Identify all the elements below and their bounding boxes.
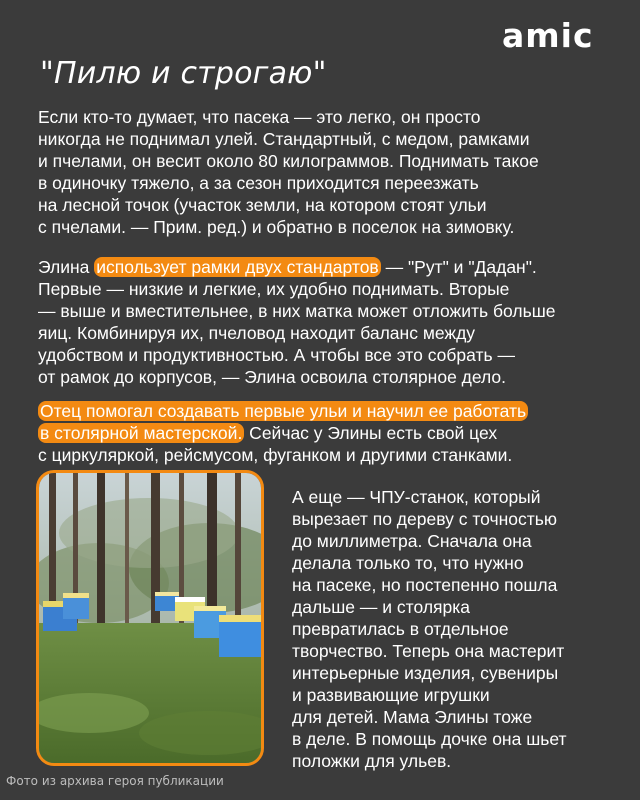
text-line: интерьерные изделия, сувениры xyxy=(292,663,559,683)
paragraph-4 xyxy=(292,486,612,772)
paragraph-1 xyxy=(38,106,618,238)
text-line: с пчелами. — Прим. ред.) и обратно в поселок на зимовку. xyxy=(38,217,515,237)
text-run: Сейчас у Элины есть свой цех xyxy=(244,423,498,443)
text-line: и пчелами, он весит около 80 килограммов. Поднимать такое xyxy=(38,151,539,171)
text-line: вырезает по дереву с точностью xyxy=(292,509,558,529)
text-line: А еще — ЧПУ-станок, который xyxy=(292,487,541,507)
text-line: на лесной точок (участок земли, на котором стоят ульи xyxy=(38,195,487,215)
text-line xyxy=(38,422,618,444)
text-line: удобством и продуктивностью. А чтобы все это собрать — xyxy=(38,345,516,365)
text-line: и развивающие игрушки xyxy=(292,685,490,705)
text-line: в одиночку тяжело, а за сезон приходится переезжать xyxy=(38,173,479,193)
text-line xyxy=(38,400,618,422)
text-line: никогда не поднимал улей. Стандартный, с медом, рамками xyxy=(38,129,530,149)
text-line: дальше — и столярка xyxy=(292,597,471,617)
text-line: делала только то, что нужно xyxy=(292,553,524,573)
beehives-photo xyxy=(36,470,264,766)
text-line: Первые — низкие и легкие, их удобно поднимать. Вторые xyxy=(38,279,510,299)
text-line: в деле. В помощь дочке она шьет xyxy=(292,729,567,749)
text-line: превратилась в отдельное xyxy=(292,619,509,639)
forest-apiary-illustration xyxy=(39,473,261,763)
text-line: положки для ульев. xyxy=(292,751,452,771)
text-line: на пасеке, но постепенно пошла xyxy=(292,575,558,595)
highlighted-text: использует рамки двух стандартов xyxy=(96,257,379,277)
text-line: Если кто-то думает, что пасека — это легко, он просто xyxy=(38,107,481,127)
text-line xyxy=(38,256,618,278)
highlighted-text: в столярной мастерской. xyxy=(40,423,243,443)
paragraph-2 xyxy=(38,256,618,388)
text-line: — выше и вместительнее, в них матка может отложить больше xyxy=(38,301,556,321)
text-run: — "Рут" и "Дадан". xyxy=(380,257,537,277)
highlighted-text: Отец помогал создавать первые ульи и научил ее работать xyxy=(40,401,527,421)
photo-credit: Фото из архива героя публикации xyxy=(6,774,224,788)
text-line: до миллиметра. Сначала она xyxy=(292,531,532,551)
text-line: творчество. Теперь она мастерит xyxy=(292,641,565,661)
paragraph-3 xyxy=(38,400,618,466)
text-line: от рамок до корпусов, — Элина освоила столярное дело. xyxy=(38,367,507,387)
brand-logo: amic xyxy=(502,16,594,55)
text-run: Элина xyxy=(38,257,95,277)
text-line: с циркуляркой, рейсмусом, фуганком и другими станками. xyxy=(38,445,513,465)
article-heading: "Пилю и строгаю" xyxy=(40,56,327,91)
text-line: яиц. Комбинируя их, пчеловод находит баланс между xyxy=(38,323,476,343)
text-line: для детей. Мама Элины тоже xyxy=(292,707,533,727)
